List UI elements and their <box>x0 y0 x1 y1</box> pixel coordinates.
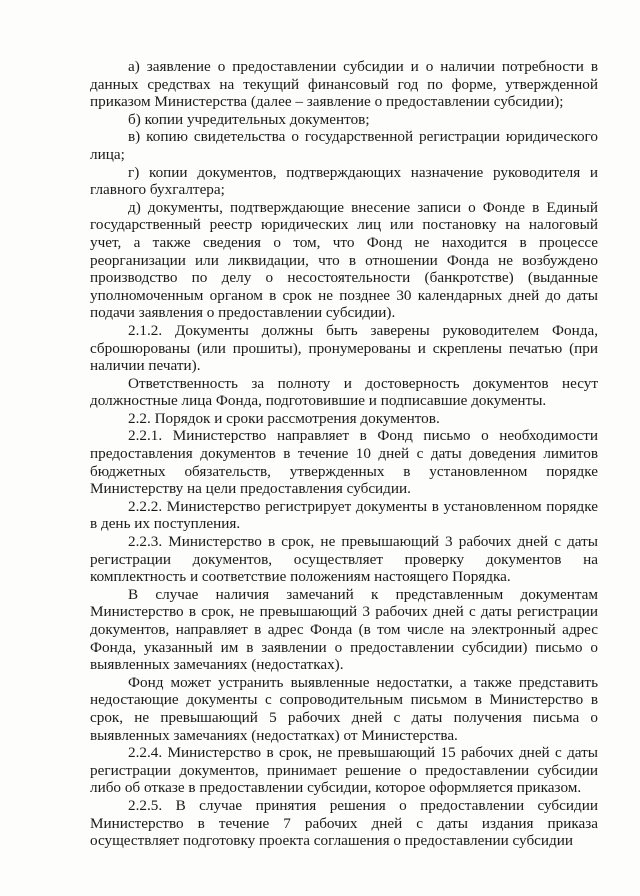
paragraph-2-2-5: 2.2.5. В случае принятия решения о предоставлении субсидии Министерство в течение 7 рабочих дней с даты издания приказа осуществляет подготовку проекта соглашения о предоставлении субсидии <box>90 796 598 850</box>
list-item-b: б) копии учредительных документов; <box>128 110 370 128</box>
paragraph-fix: Фонд может устранить выявленные недостатки, а также представить недостающие документы с сопроводительным письмом в Министерство в срок, не превышающий 5 рабочих дней с даты получения письма о выявленных замечаниях (недостатках) от Министерства. <box>90 673 598 744</box>
paragraph-2-1-2: 2.1.2. Документы должны быть заверены руководителем Фонда, сброшюрованы (или прошиты), пронумерованы и скреплены печатью (при наличии печати). <box>90 321 598 375</box>
list-item-a: а) заявление о предоставлении субсидии и о наличии потребности в данных средствах на текущий финансовый год по форме, утвержденной приказом Министерства (далее – заявление о предоставлении субсидии); <box>90 58 598 111</box>
paragraph-responsibility: Ответственность за полноту и достоверность документов несут должностные лица Фонда, подготовившие и подписавшие документы. <box>90 374 598 410</box>
paragraph-remarks: В случае наличия замечаний к представленным документам Министерство в срок, не превышающий 3 рабочих дней с даты регистрации документов, направляет в адрес Фонда (в том числе на электронный адрес Фонда, указанный им в заявлении о предоставлении субсидии) письмо о выявленных замечаниях (недостатках). <box>90 585 598 674</box>
list-item-v: в) копию свидетельства о государственной регистрации юридического лица; <box>90 128 598 163</box>
section-heading-2-2: 2.2. Порядок и сроки рассмотрения документов. <box>128 409 440 427</box>
paragraph-2-2-3: 2.2.3. Министерство в срок, не превышающий 3 рабочих дней с даты регистрации документов, осуществляет проверку документов на комплектность и соответствие положениям настоящего Порядка. <box>90 533 598 586</box>
paragraph-2-2-2: 2.2.2. Министерство регистрирует документы в установленном порядке в день их поступления. <box>90 497 598 533</box>
paragraph-2-2-1: 2.2.1. Министерство направляет в Фонд письмо о необходимости предоставления документов в течение 10 дней с даты доведения лимитов бюджетных обязательств, утвержденных в установленном порядке Министерству на цели предоставления субсидии. <box>90 427 598 498</box>
list-item-g: г) копии документов, подтверждающих назначение руководителя и главного бухгалтера; <box>90 163 598 199</box>
list-item-d: д) документы, подтверждающие внесение записи о Фонде в Единый государственный реестр юридических лиц или постановку на налоговый учет, а также сведения о том, что Фонд не находится в процессе реорганизации или ликвидации, что в отношении Фонда не возбуждено производство по делу о несостоятельности (банкротстве) (выданные уполномоченным органом в срок не позднее 30 календарных дней до даты подачи заявления о предоставлении субсидии). <box>90 198 598 322</box>
document-body <box>90 58 598 850</box>
paragraph-2-2-4: 2.2.4. Министерство в срок, не превышающий 15 рабочих дней с даты регистрации документов, принимает решение о предоставлении субсидии либо об отказе в предоставлении субсидии, которое оформляется приказом. <box>90 744 598 797</box>
